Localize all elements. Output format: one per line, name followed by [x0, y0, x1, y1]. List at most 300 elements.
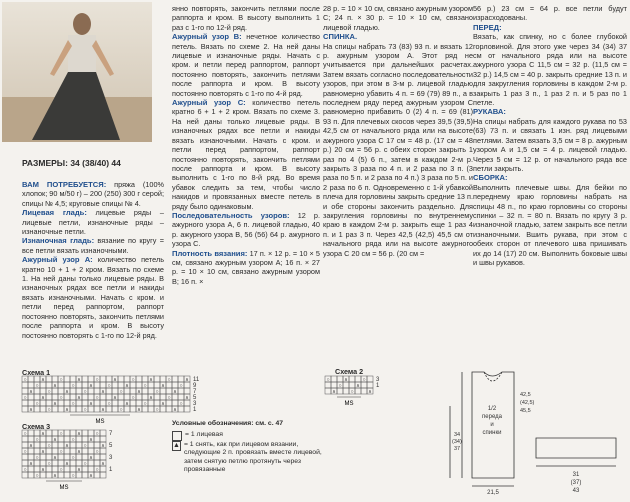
chart-cell — [52, 394, 58, 400]
stitch-symbol: ○ — [59, 449, 63, 455]
stitch-symbol: ∧ — [41, 395, 45, 401]
stitch-symbol: ○ — [179, 383, 183, 389]
row-number-label: 3 — [376, 377, 380, 383]
stitch-symbol: ○ — [95, 377, 99, 383]
decrease-symbol-icon: ▲ — [173, 441, 180, 449]
side-label-1: 34 — [454, 432, 461, 438]
chart-cell — [88, 430, 94, 436]
row-number-label: 5 — [109, 443, 113, 449]
stitch-symbol: ∧ — [101, 461, 105, 467]
chart-cell — [76, 388, 82, 394]
row-number-label: 1 — [193, 407, 197, 413]
section-heading: РУКАВА: — [473, 107, 506, 117]
chart-cell — [28, 376, 34, 382]
chart-cell — [94, 460, 100, 466]
stitch-symbol: ∧ — [89, 473, 93, 479]
stitch-symbol: ○ — [35, 437, 39, 443]
chart-cell — [82, 454, 88, 460]
stitch-symbol: ○ — [83, 461, 87, 467]
paragraph-text: На спицы набрать 73 (83) 93 п. и вязать 12 р. ажурным узором А. Этот ряд не учитывается при дальнейших расчетах. Затем вязать согласно последовательности узоров, при этом в 3-м р. лицевой гладью равномерно убавить 4 п. = 69 (79) 89 п., а в последнем ряду перед ажурным узором С равномерно прибавить 0 (2) 4 п. = 69 (81) 93 п. Для плечевых скосов через 39,5 (39,5) 42,5 см от начального ряда или на высоте ажурного узора С 17 см = 48 р. (17 см = 48 р.) 20 см = 56 р. с обеих сторон закрыть 1 раз по 4 (5) 6 п., затем в каждом 2-м р. закрыть 3 раза по 4 п. и 2 раза по 3 п. (3 раза по 5 п. и 2 раза по 4 п.) 3 раза по 5 п. и 2 раза по 6 п. Одновременно с 1-й убавкой плеча для горловины закрыть средние 13 п. и обе стороны закончить раздельно. Для закругления горловины по внутреннему краю в каждом 2-м р. закрыть еще 1 раз 4 п. и 1 раз 3 п. Через 42,5 (42,5) 45,5 см от начального ряда или на высоте ажурного узора С 20 см = 56 р. (20 см = — [323, 41, 473, 258]
chart-cell — [100, 382, 106, 388]
chart-cell — [46, 472, 52, 478]
row-number-label: 3 — [109, 455, 113, 461]
row-number-label: 1 — [376, 383, 380, 389]
section-heading: Последовательность узоров: — [172, 210, 290, 220]
chart-cell — [82, 430, 88, 436]
chart-cell — [178, 394, 184, 400]
chart-cell — [361, 388, 367, 394]
chart-cell — [142, 394, 148, 400]
stitch-symbol: ○ — [23, 395, 27, 401]
chart-cell — [46, 430, 52, 436]
chart-cell — [166, 406, 172, 412]
chart-cell — [40, 388, 46, 394]
stitch-symbol: ∧ — [41, 467, 45, 473]
chart-cell — [148, 388, 154, 394]
chart-cell — [70, 376, 76, 382]
garment-pattern-diagram — [440, 366, 628, 500]
section-heading: СБОРКА: — [473, 173, 508, 183]
chart-cell — [124, 394, 130, 400]
chart-cell — [331, 376, 337, 382]
chart-cell — [34, 430, 40, 436]
sleeve-label-3: 43 — [572, 488, 580, 494]
stitch-symbol: ○ — [35, 401, 39, 407]
chart-cell — [52, 376, 58, 382]
chart-cell — [94, 388, 100, 394]
stitch-symbol: ∧ — [77, 431, 81, 437]
chart-cell — [58, 406, 64, 412]
chart-cell — [184, 406, 190, 412]
chart-cell — [88, 394, 94, 400]
chart-cell — [325, 388, 331, 394]
chart-cell — [64, 436, 70, 442]
chart-cell — [28, 454, 34, 460]
schema-1-chart — [22, 376, 232, 425]
height-label-2: (42,5) — [520, 400, 535, 406]
stitch-symbol: ∧ — [161, 401, 165, 407]
paragraph-text: 12 р. ажурного узора А, 6 п. лицевой гладью, 40 р. ажурного узора В, 56 (56) 64 р. ажурного узора С. — [172, 210, 320, 249]
stitch-symbol: ○ — [23, 467, 27, 473]
chart-cell — [64, 382, 70, 388]
stitch-symbol: ○ — [326, 377, 330, 383]
stitch-symbol: ∧ — [344, 377, 348, 383]
stitch-symbol: ○ — [95, 431, 99, 437]
stitch-symbol: ∧ — [89, 437, 93, 443]
paragraph-text: количество петель кратно 10 + 1 + 2 кром. Вязать по схеме 1. На ней даны только лицевые ряды. В изнаночных рядах все петли и накиды вязать изнаночными. Начать с кром. и петли перед раппортом, раппорт постоянно повторять, закончить петлями после раппорта и кром. В высоту постоянно повторять с 1-го по 12-й ряд. — [22, 255, 165, 340]
chart-cell — [172, 382, 178, 388]
col3-paragraph — [323, 42, 473, 258]
materials-column — [22, 180, 164, 340]
paragraph-text: 28 р. = 10 × 10 см, связано ажурным узором С; 24 п. × 30 р. = 10 × 10 см, связано лицевой гладью. — [323, 4, 473, 32]
stitch-symbol: ∧ — [173, 389, 177, 395]
chart-cell — [136, 400, 142, 406]
stitch-symbol: ○ — [59, 431, 63, 437]
stitch-symbol: ∧ — [29, 407, 33, 413]
section-heading: ПЕРЕД: — [473, 22, 502, 32]
chart-cell — [118, 376, 124, 382]
stitch-symbol: ∧ — [41, 431, 45, 437]
col1-paragraph — [22, 236, 164, 255]
chart-cell — [154, 376, 160, 382]
chart-cell — [337, 376, 343, 382]
chart-cell — [130, 388, 136, 394]
knit-symbol-icon — [172, 431, 182, 441]
stitch-symbol: ○ — [71, 437, 75, 443]
section-heading: Ажурный узор В: — [172, 32, 242, 42]
legend-item-decrease: ▲ = 1 снять, как при лицевом вязании, следующие 2 п. провязать вместе лицевой, затем снятую петлю протянуть через провязанные — [173, 440, 322, 474]
col4-paragraph — [473, 173, 627, 182]
stitch-symbol: ○ — [143, 401, 147, 407]
col4-paragraph — [473, 117, 627, 173]
stitch-symbol: ∧ — [89, 455, 93, 461]
stitch-symbol: ○ — [23, 377, 27, 383]
stitch-symbol: ○ — [47, 443, 51, 449]
chart-cell — [112, 388, 118, 394]
repeat-label: MS — [344, 401, 354, 407]
col3-paragraph — [323, 4, 473, 32]
patterns-column — [172, 4, 320, 286]
stitch-symbol: ○ — [59, 377, 63, 383]
chart-cell — [136, 376, 142, 382]
stitch-symbol: ∧ — [173, 407, 177, 413]
chart-cell — [130, 406, 136, 412]
section-heading: ВАМ ПОТРЕБУЕТСЯ: — [22, 180, 107, 189]
chart-cell — [28, 436, 34, 442]
stitch-symbol: ○ — [35, 473, 39, 479]
row-number-label: 11 — [193, 377, 200, 383]
paragraph-text: Выполнить плечевые швы. Для бейки по переднему краю горловины набрать на спицы 48 п., по краю горловины со стороны спинки – 32 п. = 80 п. Вязать по кругу 3 р. изнаночной гладью, затем закрыть все петли изнаночными. Вшить рукава, при этом с обеих сторон от плечевого шва пришивать их до 14 (17) 20 см. Выполнить боковые швы и швы рукавов. — [473, 182, 627, 267]
chart-cell — [46, 454, 52, 460]
paragraph-text: На спицы набрать для каждого рукава по 53 (63) 73 п. и связать 1 изн. ряд лицевыми петлями. Затем вязать 3,5 см = 8 р. ажурным узором А и 1,5 см = 4 р. лицевой гладью. Через 5 см = 12 р. от начального ряда все петли закрыть. — [473, 116, 627, 173]
chart-cell — [82, 376, 88, 382]
schema-2-title: Схема 2 — [335, 367, 364, 376]
col4-paragraph — [473, 107, 627, 116]
chart-cell — [367, 376, 373, 382]
chart-cell — [112, 406, 118, 412]
chart-cell — [82, 472, 88, 478]
col1-paragraph — [22, 180, 164, 208]
paragraph-text: вязание по кругу = все петли вязать изнаночными. — [22, 236, 164, 255]
chart-cell — [22, 460, 28, 466]
chart-cell — [64, 472, 70, 478]
stitch-symbol: ∧ — [65, 461, 69, 467]
col2-paragraph — [172, 249, 320, 287]
stitch-symbol: ∧ — [185, 395, 189, 401]
chart-cell — [106, 376, 112, 382]
stitch-symbol: ∧ — [101, 407, 105, 413]
paragraph-text: количество петель кратно 6 + 1 + 2 кром. Вязать по схеме 3. На ней даны только лицевые ряды. В изнаночных рядах все петли и накиды вязать изнаночными. Начать с кром. и петли перед раппортом, раппорт постоянно повторять, закончить петлями после раппорта и кром. В высоту выполнить с 1-го по 8-й ряд. Во время убавок следить за тем, чтобы число накидов и провязанных вместе петель в ряду было одинаковым. — [172, 98, 321, 211]
stitch-symbol: ○ — [83, 389, 87, 395]
width-label: 21,5 — [487, 490, 499, 496]
chart-cell — [64, 400, 70, 406]
chart-cell — [82, 436, 88, 442]
chart-cell — [64, 430, 70, 436]
stitch-symbol: ○ — [47, 407, 51, 413]
stitch-symbol: ∧ — [53, 455, 57, 461]
stitch-symbol: ○ — [59, 467, 63, 473]
section-heading: Ажурный узор А: — [22, 255, 93, 265]
section-heading: Ажурный узор С: — [172, 98, 246, 108]
stitch-symbol: ○ — [71, 383, 75, 389]
stitch-symbol: ○ — [95, 395, 99, 401]
height-label: 42,5 — [520, 392, 531, 398]
chart-cell — [154, 382, 160, 388]
stitch-symbol: ○ — [119, 389, 123, 395]
chart-cell — [367, 382, 373, 388]
chart-cell — [88, 448, 94, 454]
chart-cell — [100, 400, 106, 406]
chart-cell — [82, 382, 88, 388]
sizes-heading: РАЗМЕРЫ: 34 (38/40) 44 — [22, 158, 121, 168]
chart-cell — [58, 460, 64, 466]
chart-cell — [184, 388, 190, 394]
paragraph-text: 56 р.) 23 см = 64 р. все петли будут израсходованы. — [473, 4, 627, 23]
chart-cell — [22, 406, 28, 412]
section-heading: СПИНКА. — [323, 32, 358, 42]
stitch-symbol: ∧ — [53, 473, 57, 479]
chart-cell — [166, 388, 172, 394]
chart-cell — [76, 406, 82, 412]
chart-cell — [46, 376, 52, 382]
stitch-symbol: ∧ — [89, 401, 93, 407]
sleeve-label: 31 — [572, 472, 580, 478]
legend-item-knit: = 1 лицевая — [172, 431, 332, 441]
chart-cell — [88, 466, 94, 472]
svg-text:переда: переда — [482, 414, 502, 420]
repeat-label: MS — [59, 485, 69, 491]
chart-cell — [88, 376, 94, 382]
stitch-symbol: ∧ — [101, 389, 105, 395]
stitch-symbol: ∧ — [29, 443, 33, 449]
chart-cell — [70, 448, 76, 454]
chart-cell — [160, 376, 166, 382]
chart-cell — [40, 460, 46, 466]
stitch-symbol: ∧ — [89, 383, 93, 389]
chart-cell — [178, 376, 184, 382]
stitch-symbol: ○ — [95, 467, 99, 473]
side-label-2: (34) — [452, 439, 462, 445]
stitch-symbol: ∧ — [185, 377, 189, 383]
section-heading: Изнаночная гладь: — [22, 236, 95, 246]
stitch-symbol: ○ — [119, 407, 123, 413]
svg-text:и: и — [490, 422, 494, 428]
stitch-symbol: ○ — [338, 383, 342, 389]
chart-cell — [106, 394, 112, 400]
stitch-symbol: ○ — [95, 449, 99, 455]
stitch-symbol: ∧ — [29, 461, 33, 467]
height-label-3: 45,5 — [520, 408, 531, 414]
stitch-symbol: ∧ — [149, 395, 153, 401]
stitch-symbol: ∧ — [41, 449, 45, 455]
chart-cell — [82, 400, 88, 406]
stitch-symbol: ∧ — [113, 377, 117, 383]
sleeve-label-2: (37) — [570, 480, 582, 486]
chart-cell — [52, 430, 58, 436]
col2-paragraph — [172, 32, 320, 98]
chart-cell — [76, 442, 82, 448]
stitch-symbol: ∧ — [137, 389, 141, 395]
legend — [172, 420, 332, 475]
schema-3-chart — [22, 430, 172, 492]
chart-cell — [46, 436, 52, 442]
chart-cell — [355, 376, 361, 382]
chart-cell — [154, 400, 160, 406]
chart-cell — [94, 442, 100, 448]
chart-cell — [46, 382, 52, 388]
chart-cell — [331, 382, 337, 388]
chart-cell — [94, 406, 100, 412]
chart-cell — [148, 406, 154, 412]
stitch-symbol: ○ — [155, 389, 159, 395]
col1-paragraph — [22, 255, 164, 340]
model-photo — [2, 2, 152, 142]
chart-cell — [64, 376, 70, 382]
schema-3-title: Схема 3 — [22, 422, 51, 431]
chart-cell — [100, 436, 106, 442]
stitch-symbol: ∧ — [125, 383, 129, 389]
stitch-symbol: ○ — [83, 407, 87, 413]
chart-cell — [34, 448, 40, 454]
chart-cell — [58, 388, 64, 394]
paragraph-text: пряжа (100% хлопок; 90 м/50 г) – 200 (250) 300 г серой; спицы № 4,5; круговые спицы № 4. — [22, 180, 165, 208]
chart-cell — [28, 472, 34, 478]
chart-cell — [349, 382, 355, 388]
col2-paragraph — [172, 4, 320, 32]
stitch-symbol: ○ — [362, 377, 366, 383]
chart-cell — [40, 442, 46, 448]
stitch-symbol: ○ — [47, 389, 51, 395]
stitch-symbol: ∧ — [65, 389, 69, 395]
chart-cell — [343, 388, 349, 394]
stitch-symbol: ∧ — [356, 383, 360, 389]
stitch-symbol: ○ — [23, 431, 27, 437]
chart-cell — [52, 466, 58, 472]
col4-paragraph — [473, 183, 627, 268]
chart-cell — [100, 454, 106, 460]
stitch-symbol: ∧ — [53, 383, 57, 389]
row-number-label: 5 — [193, 395, 197, 401]
stitch-symbol: ○ — [131, 395, 135, 401]
stitch-symbol: ∧ — [101, 443, 105, 449]
chart-cell — [136, 382, 142, 388]
stitch-symbol: ○ — [107, 401, 111, 407]
stitch-symbol: ○ — [59, 395, 63, 401]
chart-cell — [124, 376, 130, 382]
stitch-symbol: ○ — [350, 389, 354, 395]
chart-cell — [34, 376, 40, 382]
chart-cell — [349, 376, 355, 382]
chart-cell — [76, 460, 82, 466]
chart-cell — [28, 400, 34, 406]
stitch-symbol: ∧ — [41, 377, 45, 383]
chart-cell — [100, 430, 106, 436]
schema-2-chart — [325, 376, 385, 408]
stitch-symbol: ○ — [83, 443, 87, 449]
chart-cell — [172, 376, 178, 382]
paragraph-text: янно повторять, закончить петлями после раппорта и кром. В высоту выполнить 1 раз с 1-го по 12-й ряд. — [172, 4, 320, 32]
row-number-label: 3 — [193, 401, 197, 407]
chart-cell — [100, 376, 106, 382]
front-sleeves-column — [473, 4, 627, 267]
chart-cell — [70, 466, 76, 472]
side-label-3: 37 — [454, 446, 461, 452]
pattern-label-front: 1/2 — [487, 406, 497, 412]
stitch-symbol: ∧ — [77, 467, 81, 473]
stitch-symbol: ∧ — [161, 383, 165, 389]
col4-paragraph — [473, 23, 627, 32]
paragraph-text: 17 п. × 12 р. = 10 × 5 см, связано ажурным узором А; 16 п. × 27 р. = 10 × 10 см, связано ажурным узором В; 16 п. × — [172, 248, 320, 286]
col4-paragraph — [473, 32, 627, 107]
stitch-symbol: ○ — [131, 377, 135, 383]
paragraph-text: Вязать, как спинку, но с более глубокой горловиной. Для этого уже через 34 (34) 37 см от начального ряда или на высоте ажурного узора С 11,5 см = 32 р. (11,5 см = 32 р.) 14,5 см = 40 р. закрыть средние 13 п. и для закругления горловины в каждом 2-м р. закрыть 1 раз 3 п., 1 раз 2 п. и 5 раз по 1 петле. — [473, 32, 627, 108]
chart-cell — [22, 388, 28, 394]
chart-cell — [40, 406, 46, 412]
svg-text:спинки: спинки — [482, 430, 502, 436]
stitch-symbol: ∧ — [149, 377, 153, 383]
stitch-symbol: ○ — [35, 455, 39, 461]
chart-cell — [34, 466, 40, 472]
stitch-symbol: ∧ — [125, 401, 129, 407]
section-heading: Лицевая гладь: — [22, 208, 87, 218]
legend-title: Условные обозначения: см. с. 47 — [172, 420, 284, 427]
stitch-symbol: ∧ — [368, 389, 372, 395]
stitch-symbol: ∧ — [137, 407, 141, 413]
chart-cell — [58, 442, 64, 448]
stitch-symbol: ∧ — [53, 401, 57, 407]
stitch-symbol: ○ — [71, 473, 75, 479]
back-column — [323, 4, 473, 258]
stitch-symbol: ∧ — [53, 437, 57, 443]
stitch-symbol: ○ — [35, 383, 39, 389]
repeat-label: MS — [95, 419, 105, 425]
stitch-symbol: ∧ — [77, 449, 81, 455]
chart-cell — [172, 400, 178, 406]
chart-cell — [70, 394, 76, 400]
stitch-symbol: ○ — [143, 383, 147, 389]
col2-paragraph — [172, 98, 320, 211]
stitch-symbol: ○ — [179, 401, 183, 407]
stitch-symbol: ○ — [155, 407, 159, 413]
row-number-label: 1 — [109, 467, 113, 473]
col4-paragraph — [473, 4, 627, 23]
schema-1-title: Схема 1 — [22, 368, 51, 377]
stitch-symbol: ∧ — [29, 389, 33, 395]
stitch-symbol: ○ — [167, 377, 171, 383]
section-heading: Плотность вязания: — [172, 248, 248, 258]
row-number-label: 9 — [193, 383, 197, 389]
row-number-label: 7 — [109, 431, 113, 437]
stitch-symbol: ∧ — [65, 407, 69, 413]
chart-cell — [64, 454, 70, 460]
stitch-symbol: ∧ — [65, 443, 69, 449]
chart-cell — [28, 430, 34, 436]
paragraph-text: лицевые ряды – лицевые петли, изнаночные ряды – изнаночные петли. — [22, 208, 164, 237]
chart-cell — [118, 382, 124, 388]
chart-cell — [46, 400, 52, 406]
stitch-symbol: ∧ — [77, 377, 81, 383]
stitch-symbol: ∧ — [113, 395, 117, 401]
stitch-symbol: ∧ — [77, 395, 81, 401]
chart-cell — [52, 448, 58, 454]
col1-paragraph — [22, 208, 164, 236]
chart-cell — [28, 382, 34, 388]
col2-paragraph — [172, 211, 320, 249]
chart-cell — [70, 430, 76, 436]
chart-cell — [142, 376, 148, 382]
chart-cell — [100, 472, 106, 478]
chart-cell — [34, 394, 40, 400]
